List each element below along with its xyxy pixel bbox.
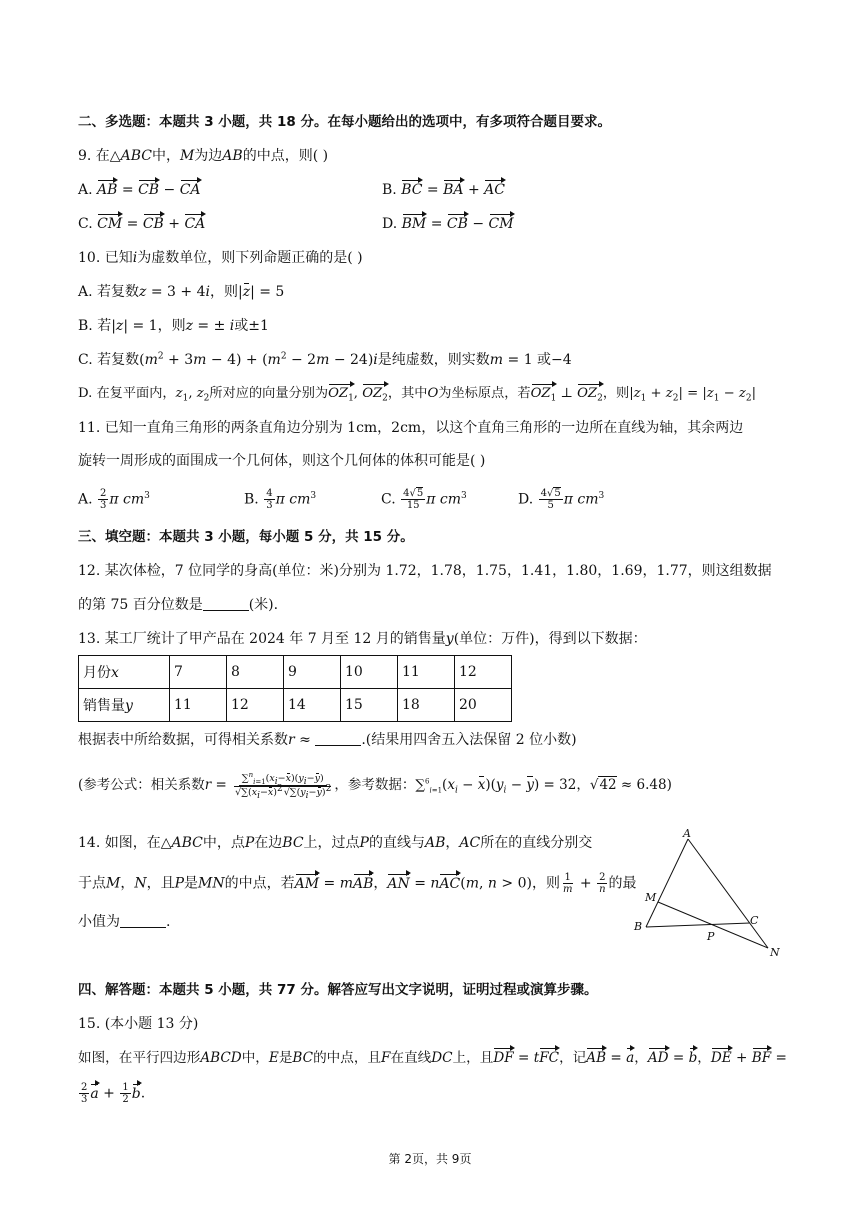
question-14-line-2: 于点M，N，且P是MN的中点，若AM = mAB，AN = nAC(m, n > 0)，则 $\frac{1}{m}$ + $\frac{2}{n}$ 的最 <box>78 872 637 895</box>
point-label-n: N <box>770 946 780 959</box>
question-14-line-3: 小值为 . <box>78 914 171 930</box>
table-row <box>79 656 512 689</box>
table-cell: 8 <box>227 656 284 689</box>
table-cell: 11 <box>398 656 455 689</box>
question-12-line-1: 12. 某次体检，7 位同学的身高(单位：米)分别为 1.72，1.78，1.75，1.41，1.80，1.69，1.77，则这组数据 <box>78 563 772 579</box>
question-10-stem: 10. 已知i为虚数单位，则下列命题正确的是( ) <box>78 250 363 266</box>
table-cell: 20 <box>455 689 512 722</box>
table-cell: 11 <box>170 689 227 722</box>
table-cell: 15 <box>341 689 398 722</box>
point-label-m: M <box>645 891 657 904</box>
question-9-option-c[interactable]: C. CM = CB + CA <box>78 216 206 232</box>
point-label-b: B <box>634 920 643 933</box>
question-11-line-1: 11. 已知一直角三角形的两条直角边分别为 1cm，2cm，以这个直角三角形的一边所在直线为轴，其余两边 <box>78 420 744 436</box>
table-header-cell: 月份x <box>79 656 170 689</box>
table-cell: 18 <box>398 689 455 722</box>
table-cell: 7 <box>170 656 227 689</box>
question-12-line-2: 的第 75 百分位数是 (米). <box>78 597 279 613</box>
answer-blank[interactable] <box>315 731 361 746</box>
question-9-option-b[interactable]: B. BC = BA + AC <box>382 182 505 198</box>
question-9-stem: 9. 在△ABC中，M为边AB的中点，则( ) <box>78 148 329 164</box>
question-10-option-d[interactable]: D. 在复平面内，$z_1$, $z_2$所对应的向量分别为$OZ_1$, $OZ_2$，其中O为坐标原点，若$OZ_1$ ⊥ $OZ_2$，则$|z_1 + z_2| = |z_1 - z_2|$ <box>78 386 757 404</box>
question-11-line-2: 旋转一周形成的面围成一个几何体，则这个几何体的体积可能是( ) <box>78 453 486 469</box>
section-answer-title: 四、解答题：本题共 5 小题，共 77 分。解答应写出文字说明，证明过程或演算步骤。 <box>78 982 598 998</box>
table-header-cell: 销售量y <box>79 689 170 722</box>
correlation-formula: $\frac{\sum^n_{i=1}(x_i-x)(y_i-y)}{√\sum(x_i-x)^2√\sum(y_i-y)^2}$ <box>235 770 332 801</box>
question-13-reference: (参考公式：相关系数r = $\frac{\sum^n_{i=1}(x_i-x)(y_i-y)}{√\sum(x_i-x)^2√\sum(y_i-y)^2}$ ，参考数据：$\sum^6_{i=1}(x_i - x)(y_i - y) = 32$，√42 ≈ 6.48) <box>78 770 672 801</box>
question-11-option-d[interactable]: D. $\frac{4√5}{5}$ π $cm^3$ <box>518 488 605 511</box>
triangle-figure <box>628 826 788 960</box>
question-11-option-a[interactable]: A. $\frac{2}{3}$ π $cm^3$ <box>78 488 150 511</box>
table-cell: 10 <box>341 656 398 689</box>
question-11-option-c[interactable]: C. $\frac{4√5}{15}$ π $cm^3$ <box>381 488 467 511</box>
page-footer: 第 2页，共 9页 <box>388 1152 472 1166</box>
table-cell: 14 <box>284 689 341 722</box>
table-cell: 9 <box>284 656 341 689</box>
question-14-line-1: 14. 如图，在△ABC中，点P在边BC上，过点P的直线与AB，AC所在的直线分别交 <box>78 835 593 851</box>
segment-ab <box>646 839 688 927</box>
question-9-option-d[interactable]: D. BM = CB − CM <box>382 216 514 232</box>
question-11-option-b[interactable]: B. $\frac{4}{3}$ π $cm^3$ <box>244 488 317 511</box>
question-13-stem: 13. 某工厂统计了甲产品在 2024 年 7 月至 12 月的销售量y(单位：万件)，得到以下数据： <box>78 631 647 647</box>
section-fill-in-title: 三、填空题：本题共 3 小题，每小题 5 分，共 15 分。 <box>78 529 414 545</box>
section-multiple-choice-title: 二、多选题：本题共 3 小题，共 18 分。在每小题给出的选项中，有多项符合题目要求。 <box>78 114 611 130</box>
table-cell: 12 <box>227 689 284 722</box>
segment-bc <box>646 923 750 927</box>
question-13-answer-line: 根据表中所给数据，可得相关系数r ≈ .(结果用四舍五入法保留 2 位小数) <box>78 732 577 748</box>
question-15-line-1: 如图，在平行四边形ABCD中，E是BC的中点，且F在直线DC上，且DF = tFC，记AB = a，AD = b，DE + BF = <box>78 1050 787 1066</box>
question-15-head: 15. (本小题 13 分) <box>78 1016 199 1032</box>
question-15-line-2: $\frac{2}{3}$ a + $\frac{1}{2}$ b. <box>81 1082 146 1105</box>
table-cell: 12 <box>455 656 512 689</box>
answer-blank[interactable] <box>203 596 249 611</box>
question-10-option-b[interactable]: B. 若|z| = 1，则z = ± i或±1 <box>78 318 269 334</box>
answer-blank[interactable] <box>120 913 166 928</box>
point-label-c: C <box>750 914 759 927</box>
point-label-p: P <box>707 930 715 943</box>
sales-data-table <box>78 655 512 722</box>
point-label-a: A <box>683 827 691 840</box>
table-row <box>79 689 512 722</box>
question-9-option-a[interactable]: A. AB = CB − CA <box>78 182 201 198</box>
question-10-option-a[interactable]: A. 若复数z = 3 + 4i，则|z| = 5 <box>78 284 285 300</box>
question-10-option-c[interactable]: C. 若复数$(m^2 + 3m - 4) + (m^2 - 2m - 24)i$是纯虚数，则实数m = 1 或−4 <box>78 351 572 368</box>
